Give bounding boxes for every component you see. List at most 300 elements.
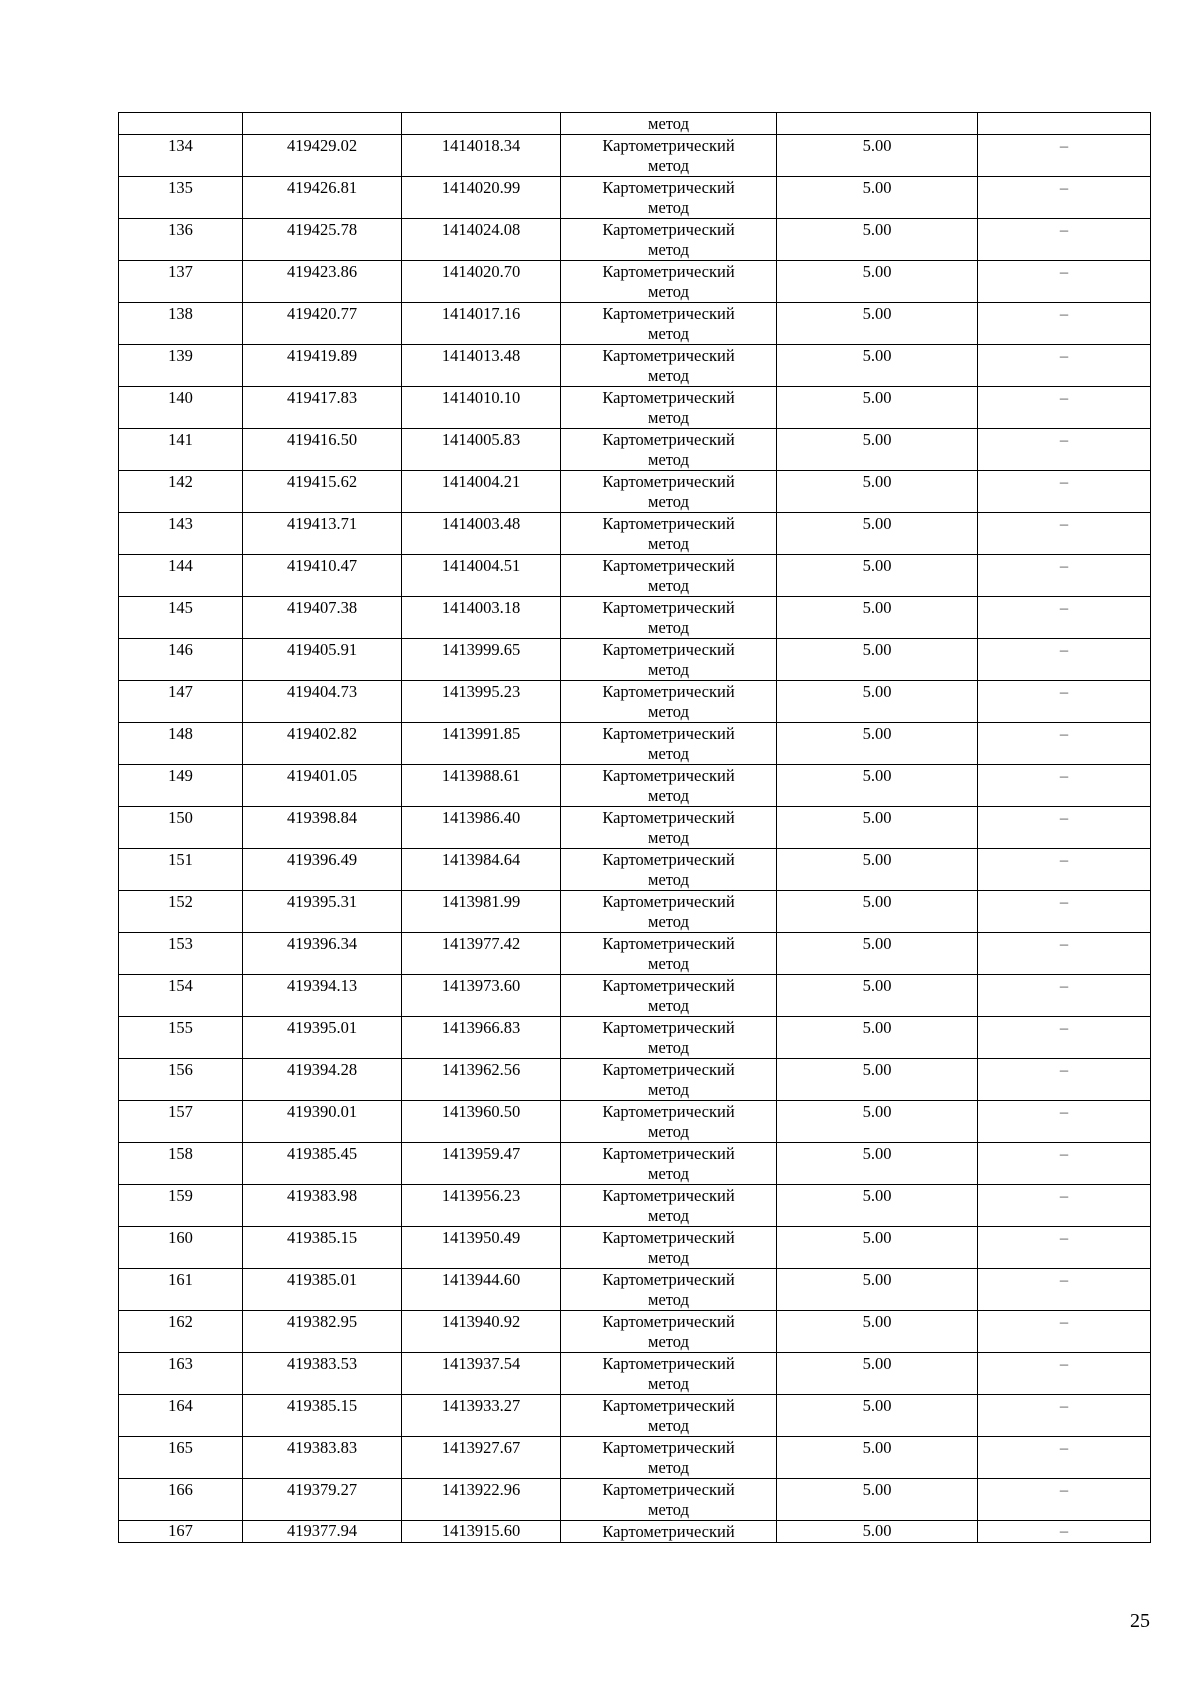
y-coordinate-text: 1413986.40 xyxy=(441,808,521,827)
description-text: – xyxy=(1059,640,1069,659)
accuracy-text: 5.00 xyxy=(862,136,892,155)
method-line-1: Картометрический xyxy=(602,724,735,743)
x-coordinate-text: 419394.28 xyxy=(286,1060,358,1079)
y-coordinate-cell xyxy=(402,261,561,303)
y-coordinate-cell xyxy=(402,1269,561,1311)
method-cell xyxy=(561,1521,777,1543)
description-text: – xyxy=(1059,1060,1069,1079)
y-coordinate-text: 1413973.60 xyxy=(441,976,521,995)
table-row xyxy=(119,261,1151,303)
method-line-2: метод xyxy=(648,366,689,385)
method-cell xyxy=(561,555,777,597)
point-number-text: 146 xyxy=(168,640,193,659)
point-number-cell xyxy=(119,513,243,555)
point-number-cell xyxy=(119,639,243,681)
x-coordinate-text: 419383.53 xyxy=(286,1354,358,1373)
y-coordinate-text: 1414017.16 xyxy=(441,304,521,323)
accuracy-cell xyxy=(777,1437,978,1479)
method-line-1: Картометрический xyxy=(602,1018,735,1037)
point-number-cell xyxy=(119,219,243,261)
accuracy-cell xyxy=(777,933,978,975)
x-coordinate-cell xyxy=(243,1269,402,1311)
description-cell xyxy=(978,1185,1151,1227)
accuracy-text: 5.00 xyxy=(862,1270,892,1289)
accuracy-cell xyxy=(777,1101,978,1143)
y-coordinate-cell xyxy=(402,891,561,933)
y-coordinate-text: 1413995.23 xyxy=(441,682,521,701)
accuracy-text: 5.00 xyxy=(862,1480,892,1499)
point-number-text: 139 xyxy=(168,346,193,365)
point-number-cell xyxy=(119,1353,243,1395)
method-cell xyxy=(561,723,777,765)
x-coordinate-cell xyxy=(243,471,402,513)
x-coordinate-cell xyxy=(243,597,402,639)
x-coordinate-cell xyxy=(243,1017,402,1059)
y-coordinate-text: 1413956.23 xyxy=(441,1186,521,1205)
accuracy-cell xyxy=(777,1311,978,1353)
point-number-cell xyxy=(119,1101,243,1143)
y-coordinate-text: 1413940.92 xyxy=(441,1312,521,1331)
accuracy-cell xyxy=(777,135,978,177)
y-coordinate-cell xyxy=(402,471,561,513)
description-cell xyxy=(978,723,1151,765)
table-row xyxy=(119,681,1151,723)
description-text: – xyxy=(1059,766,1069,785)
accuracy-cell xyxy=(777,1479,978,1521)
description-cell xyxy=(978,1395,1151,1437)
point-number-text: 166 xyxy=(168,1480,193,1499)
y-coordinate-text: 1414020.99 xyxy=(441,178,521,197)
table-row xyxy=(119,1059,1151,1101)
y-coordinate-cell xyxy=(402,177,561,219)
accuracy-text: 5.00 xyxy=(862,640,892,659)
point-number-cell xyxy=(119,597,243,639)
accuracy-text: 5.00 xyxy=(862,1186,892,1205)
y-coordinate-cell xyxy=(402,219,561,261)
point-number-text: 162 xyxy=(168,1312,193,1331)
point-number-cell xyxy=(119,555,243,597)
description-cell xyxy=(978,1437,1151,1479)
x-coordinate-cell xyxy=(243,1143,402,1185)
accuracy-text: 5.00 xyxy=(862,472,892,491)
description-cell xyxy=(978,113,1151,135)
method-line-2: метод xyxy=(648,1458,689,1477)
description-cell xyxy=(978,891,1151,933)
point-number-text: 161 xyxy=(168,1270,193,1289)
method-line-1: Картометрический xyxy=(602,892,735,911)
accuracy-text: 5.00 xyxy=(862,1228,892,1247)
table-row xyxy=(119,471,1151,513)
method-cell xyxy=(561,261,777,303)
description-text: – xyxy=(1059,1144,1069,1163)
table-row xyxy=(119,1017,1151,1059)
accuracy-text: 5.00 xyxy=(862,598,892,617)
description-text: – xyxy=(1059,1354,1069,1373)
method-line-1: Картометрический xyxy=(602,136,735,155)
accuracy-cell xyxy=(777,429,978,471)
table-row xyxy=(119,849,1151,891)
table-row xyxy=(119,1143,1151,1185)
accuracy-cell xyxy=(777,723,978,765)
method-cell xyxy=(561,1101,777,1143)
table-row xyxy=(119,1437,1151,1479)
method-line-1: Картометрический xyxy=(602,1312,735,1331)
page-number: 25 xyxy=(1130,1610,1150,1632)
method-line-1: Картометрический xyxy=(602,1522,735,1541)
x-coordinate-text: 419402.82 xyxy=(286,724,358,743)
method-line-2: метод xyxy=(648,282,689,301)
x-coordinate-text: 419377.94 xyxy=(286,1521,358,1540)
x-coordinate-text: 419413.71 xyxy=(286,514,358,533)
y-coordinate-text: 1413977.42 xyxy=(441,934,521,953)
method-cell xyxy=(561,219,777,261)
accuracy-cell xyxy=(777,807,978,849)
method-line-2: метод xyxy=(648,870,689,889)
table-row xyxy=(119,555,1151,597)
x-coordinate-cell xyxy=(243,1353,402,1395)
table-row xyxy=(119,639,1151,681)
point-number-cell xyxy=(119,1437,243,1479)
method-line-2: метод xyxy=(648,1248,689,1267)
method-cell xyxy=(561,639,777,681)
y-coordinate-text: 1413960.50 xyxy=(441,1102,521,1121)
method-line-2: метод xyxy=(648,450,689,469)
x-coordinate-cell xyxy=(243,303,402,345)
x-coordinate-text: 419417.83 xyxy=(286,388,358,407)
description-cell xyxy=(978,345,1151,387)
accuracy-text: 5.00 xyxy=(862,1438,892,1457)
x-coordinate-cell xyxy=(243,513,402,555)
x-coordinate-text: 419416.50 xyxy=(286,430,358,449)
point-number-text: 157 xyxy=(168,1102,193,1121)
x-coordinate-text: 419420.77 xyxy=(286,304,358,323)
x-coordinate-cell xyxy=(243,1185,402,1227)
point-number-cell xyxy=(119,1395,243,1437)
point-number-cell xyxy=(119,1017,243,1059)
description-cell xyxy=(978,1269,1151,1311)
description-text: – xyxy=(1059,1396,1069,1415)
point-number-cell xyxy=(119,1059,243,1101)
y-coordinate-text: 1414003.48 xyxy=(441,514,521,533)
method-line-2: метод xyxy=(648,198,689,217)
point-number-text: 142 xyxy=(168,472,193,491)
y-coordinate-text: 1414020.70 xyxy=(441,262,521,281)
table-row xyxy=(119,429,1151,471)
coordinates-table xyxy=(118,112,1151,1543)
method-line-2: метод xyxy=(648,156,689,175)
method-cell xyxy=(561,1395,777,1437)
y-coordinate-cell xyxy=(402,113,561,135)
x-coordinate-cell xyxy=(243,723,402,765)
y-coordinate-text: 1413988.61 xyxy=(441,766,521,785)
accuracy-cell xyxy=(777,1521,978,1543)
description-text: – xyxy=(1059,514,1069,533)
description-text: – xyxy=(1059,1186,1069,1205)
method-line-1: Картометрический xyxy=(602,1396,735,1415)
x-coordinate-cell xyxy=(243,807,402,849)
x-coordinate-cell xyxy=(243,1437,402,1479)
description-text: – xyxy=(1059,892,1069,911)
description-text: – xyxy=(1059,682,1069,701)
table-row xyxy=(119,723,1151,765)
method-line-1: Картометрический xyxy=(602,346,735,365)
table-row xyxy=(119,891,1151,933)
method-line-1: Картометрический xyxy=(602,1354,735,1373)
table-row xyxy=(119,1521,1151,1543)
table-row xyxy=(119,219,1151,261)
table-row xyxy=(119,177,1151,219)
accuracy-cell xyxy=(777,1059,978,1101)
method-line-2: метод xyxy=(648,1290,689,1309)
method-line-2: метод xyxy=(648,1500,689,1519)
accuracy-text: 5.00 xyxy=(862,1521,892,1540)
description-cell xyxy=(978,1017,1151,1059)
y-coordinate-cell xyxy=(402,1311,561,1353)
accuracy-text: 5.00 xyxy=(862,1060,892,1079)
point-number-text: 148 xyxy=(168,724,193,743)
method-line-1: Картометрический xyxy=(602,220,735,239)
accuracy-text: 5.00 xyxy=(862,682,892,701)
description-text: – xyxy=(1059,178,1069,197)
table-row xyxy=(119,1353,1151,1395)
method-cell xyxy=(561,1017,777,1059)
method-cell xyxy=(561,1311,777,1353)
description-text: – xyxy=(1059,346,1069,365)
x-coordinate-cell xyxy=(243,429,402,471)
x-coordinate-text: 419390.01 xyxy=(286,1102,358,1121)
y-coordinate-cell xyxy=(402,1395,561,1437)
x-coordinate-text: 419407.38 xyxy=(286,598,358,617)
method-line-2: метод xyxy=(648,1122,689,1141)
accuracy-cell xyxy=(777,387,978,429)
y-coordinate-text: 1413981.99 xyxy=(441,892,521,911)
accuracy-cell xyxy=(777,1185,978,1227)
point-number-text: 141 xyxy=(168,430,193,449)
accuracy-cell xyxy=(777,261,978,303)
description-cell xyxy=(978,639,1151,681)
method-line-2: метод xyxy=(648,1038,689,1057)
table-row xyxy=(119,975,1151,1017)
accuracy-cell xyxy=(777,555,978,597)
description-cell xyxy=(978,429,1151,471)
method-line-2: метод xyxy=(648,660,689,679)
accuracy-text: 5.00 xyxy=(862,808,892,827)
y-coordinate-text: 1414004.21 xyxy=(441,472,521,491)
method-line-2: метод xyxy=(648,492,689,511)
point-number-text: 151 xyxy=(168,850,193,869)
method-line-2: метод xyxy=(648,954,689,973)
accuracy-cell xyxy=(777,1269,978,1311)
description-text: – xyxy=(1059,304,1069,323)
method-line-1: Картометрический xyxy=(602,514,735,533)
point-number-text: 138 xyxy=(168,304,193,323)
accuracy-text: 5.00 xyxy=(862,766,892,785)
description-text: – xyxy=(1059,1480,1069,1499)
table-row xyxy=(119,1479,1151,1521)
description-text: – xyxy=(1059,388,1069,407)
method-line-2: метод xyxy=(648,828,689,847)
description-cell xyxy=(978,471,1151,513)
table-row xyxy=(119,765,1151,807)
description-cell xyxy=(978,933,1151,975)
description-cell xyxy=(978,1143,1151,1185)
description-cell xyxy=(978,387,1151,429)
accuracy-cell xyxy=(777,219,978,261)
point-number-cell xyxy=(119,1185,243,1227)
description-cell xyxy=(978,1059,1151,1101)
description-text: – xyxy=(1059,556,1069,575)
x-coordinate-text: 419383.98 xyxy=(286,1186,358,1205)
table-row xyxy=(119,807,1151,849)
x-coordinate-text: 419419.89 xyxy=(286,346,358,365)
x-coordinate-text: 419398.84 xyxy=(286,808,358,827)
accuracy-cell xyxy=(777,113,978,135)
accuracy-text: 5.00 xyxy=(862,346,892,365)
accuracy-text: 5.00 xyxy=(862,220,892,239)
continuation-row xyxy=(119,113,1151,135)
x-coordinate-text: 419395.01 xyxy=(286,1018,358,1037)
accuracy-cell xyxy=(777,891,978,933)
x-coordinate-text: 419396.34 xyxy=(286,934,358,953)
x-coordinate-cell xyxy=(243,1059,402,1101)
accuracy-cell xyxy=(777,1143,978,1185)
accuracy-text: 5.00 xyxy=(862,514,892,533)
y-coordinate-cell xyxy=(402,975,561,1017)
x-coordinate-cell xyxy=(243,1227,402,1269)
point-number-cell xyxy=(119,387,243,429)
y-coordinate-cell xyxy=(402,555,561,597)
x-coordinate-text: 419385.15 xyxy=(286,1228,358,1247)
method-line-1: Картометрический xyxy=(602,1480,735,1499)
method-line-1: Картометрический xyxy=(602,1060,735,1079)
point-number-text: 167 xyxy=(168,1521,193,1540)
x-coordinate-text: 419382.95 xyxy=(286,1312,358,1331)
table-row xyxy=(119,933,1151,975)
accuracy-cell xyxy=(777,303,978,345)
x-coordinate-text: 419404.73 xyxy=(286,682,358,701)
x-coordinate-cell xyxy=(243,135,402,177)
method-line-1: Картометрический xyxy=(602,934,735,953)
method-cell xyxy=(561,1227,777,1269)
method-line-1: Картометрический xyxy=(602,1438,735,1457)
point-number-cell xyxy=(119,113,243,135)
x-coordinate-cell xyxy=(243,1311,402,1353)
point-number-cell xyxy=(119,807,243,849)
y-coordinate-cell xyxy=(402,1101,561,1143)
x-coordinate-text: 419394.13 xyxy=(286,976,358,995)
method-line-2: метод xyxy=(648,1332,689,1351)
method-cell xyxy=(561,303,777,345)
point-number-text: 136 xyxy=(168,220,193,239)
method-line-2: метод xyxy=(648,576,689,595)
point-number-text: 147 xyxy=(168,682,193,701)
method-line-1: Картометрический xyxy=(602,388,735,407)
method-line-2: метод xyxy=(648,744,689,763)
method-line-1: Картометрический xyxy=(602,808,735,827)
method-line-2: метод xyxy=(648,1164,689,1183)
x-coordinate-cell xyxy=(243,1521,402,1543)
point-number-cell xyxy=(119,1479,243,1521)
accuracy-text: 5.00 xyxy=(862,1018,892,1037)
description-cell xyxy=(978,681,1151,723)
method-line-1: Картометрический xyxy=(602,1270,735,1289)
table-row xyxy=(119,597,1151,639)
point-number-text: 156 xyxy=(168,1060,193,1079)
accuracy-cell xyxy=(777,471,978,513)
method-cell xyxy=(561,891,777,933)
x-coordinate-cell xyxy=(243,1101,402,1143)
method-cell xyxy=(561,113,777,135)
point-number-cell xyxy=(119,975,243,1017)
accuracy-text: 5.00 xyxy=(862,178,892,197)
point-number-cell xyxy=(119,1311,243,1353)
method-cell xyxy=(561,135,777,177)
x-coordinate-cell xyxy=(243,387,402,429)
accuracy-cell xyxy=(777,765,978,807)
description-cell xyxy=(978,261,1151,303)
point-number-text: 152 xyxy=(168,892,193,911)
x-coordinate-cell xyxy=(243,975,402,1017)
point-number-cell xyxy=(119,1227,243,1269)
accuracy-text: 5.00 xyxy=(862,388,892,407)
method-line-2: метод xyxy=(648,240,689,259)
method-line-1: Картометрический xyxy=(602,472,735,491)
x-coordinate-cell xyxy=(243,681,402,723)
point-number-cell xyxy=(119,471,243,513)
y-coordinate-cell xyxy=(402,387,561,429)
point-number-cell xyxy=(119,849,243,891)
x-coordinate-cell xyxy=(243,639,402,681)
accuracy-text: 5.00 xyxy=(862,892,892,911)
x-coordinate-cell xyxy=(243,345,402,387)
table-row xyxy=(119,1227,1151,1269)
method-cell xyxy=(561,387,777,429)
description-text: – xyxy=(1059,1018,1069,1037)
y-coordinate-text: 1413922.96 xyxy=(441,1480,521,1499)
accuracy-cell xyxy=(777,513,978,555)
y-coordinate-text: 1414004.51 xyxy=(441,556,521,575)
accuracy-text: 5.00 xyxy=(862,556,892,575)
y-coordinate-text: 1413991.85 xyxy=(441,724,521,743)
description-cell xyxy=(978,219,1151,261)
point-number-cell xyxy=(119,681,243,723)
x-coordinate-cell xyxy=(243,891,402,933)
y-coordinate-text: 1413927.67 xyxy=(441,1438,521,1457)
y-coordinate-cell xyxy=(402,135,561,177)
x-coordinate-text: 419410.47 xyxy=(286,556,358,575)
method-cell xyxy=(561,1437,777,1479)
point-number-cell xyxy=(119,345,243,387)
description-cell xyxy=(978,765,1151,807)
accuracy-cell xyxy=(777,597,978,639)
table-row xyxy=(119,513,1151,555)
y-coordinate-text: 1414024.08 xyxy=(441,220,521,239)
x-coordinate-text: 419415.62 xyxy=(286,472,358,491)
description-cell xyxy=(978,597,1151,639)
point-number-text: 145 xyxy=(168,598,193,617)
description-text: – xyxy=(1059,430,1069,449)
y-coordinate-text: 1413999.65 xyxy=(441,640,521,659)
point-number-text: 155 xyxy=(168,1018,193,1037)
accuracy-text: 5.00 xyxy=(862,850,892,869)
method-line-1: Картометрический xyxy=(602,304,735,323)
x-coordinate-text: 419425.78 xyxy=(286,220,358,239)
method-line-2: метод xyxy=(648,1416,689,1435)
point-number-text: 143 xyxy=(168,514,193,533)
x-coordinate-cell xyxy=(243,1395,402,1437)
method-line-2: метод xyxy=(648,996,689,1015)
description-cell xyxy=(978,1311,1151,1353)
